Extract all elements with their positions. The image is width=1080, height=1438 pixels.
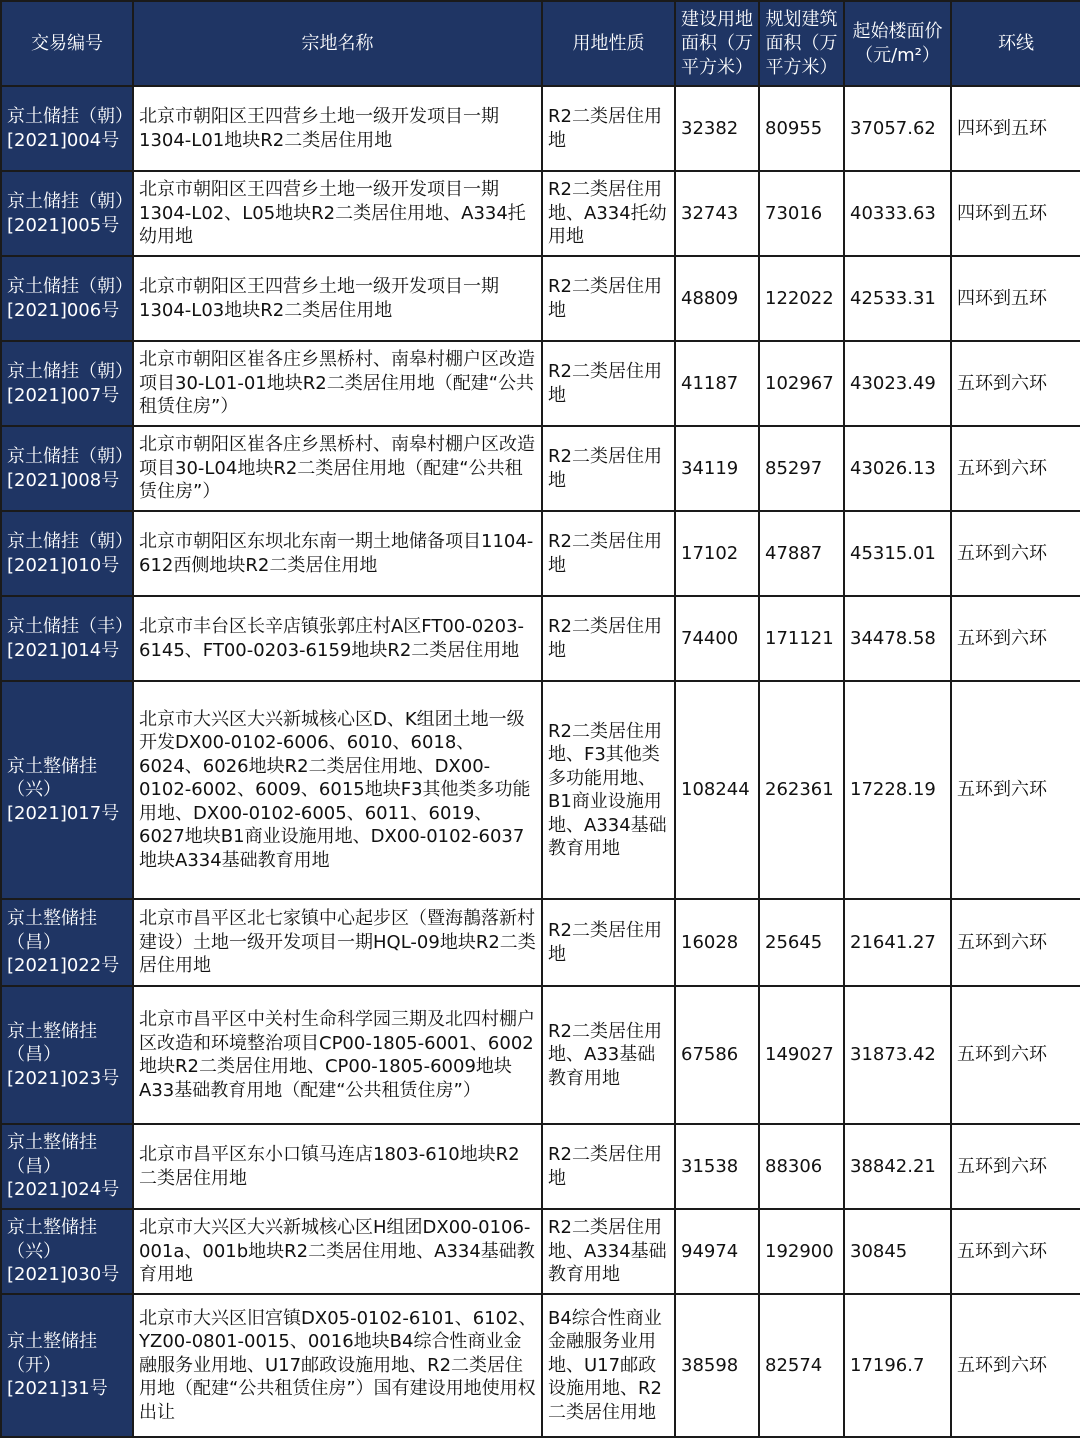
cell-usage: R2二类居住用地、A334基础教育用地 bbox=[542, 1209, 675, 1294]
cell-ring: 五环到六环 bbox=[951, 681, 1080, 899]
cell-usage: R2二类居住用地 bbox=[542, 341, 675, 426]
header-price: 起始楼面价（元/m²） bbox=[844, 1, 951, 86]
cell-land-area: 17102 bbox=[675, 511, 759, 596]
cell-build-area: 171121 bbox=[759, 596, 844, 681]
cell-code: 京土储挂（朝）[2021]005号 bbox=[1, 171, 133, 256]
table-row bbox=[1, 426, 1080, 511]
cell-usage: R2二类居住用地 bbox=[542, 426, 675, 511]
cell-name: 北京市大兴区大兴新城核心区H组团DX00-0106-001a、001b地块R2二类居住用地、A334基础教育用地 bbox=[133, 1209, 542, 1294]
table-row bbox=[1, 1124, 1080, 1209]
cell-name: 北京市丰台区长辛店镇张郭庄村A区FT00-0203-6145、FT00-0203-6159地块R2二类居住用地 bbox=[133, 596, 542, 681]
cell-price: 37057.62 bbox=[844, 86, 951, 171]
cell-code: 京土整储挂（昌）[2021]022号 bbox=[1, 899, 133, 986]
header-build-area: 规划建筑面积（万平方米） bbox=[759, 1, 844, 86]
cell-price: 43026.13 bbox=[844, 426, 951, 511]
cell-ring: 四环到五环 bbox=[951, 256, 1080, 341]
cell-code: 京土整储挂（兴）[2021]030号 bbox=[1, 1209, 133, 1294]
cell-build-area: 82574 bbox=[759, 1294, 844, 1437]
table-row bbox=[1, 86, 1080, 171]
cell-land-area: 67586 bbox=[675, 986, 759, 1124]
cell-land-area: 31538 bbox=[675, 1124, 759, 1209]
cell-ring: 五环到六环 bbox=[951, 899, 1080, 986]
cell-ring: 五环到六环 bbox=[951, 596, 1080, 681]
cell-price: 34478.58 bbox=[844, 596, 951, 681]
cell-build-area: 149027 bbox=[759, 986, 844, 1124]
cell-code: 京土储挂（朝）[2021]007号 bbox=[1, 341, 133, 426]
header-land-area: 建设用地面积（万平方米） bbox=[675, 1, 759, 86]
cell-price: 30845 bbox=[844, 1209, 951, 1294]
cell-build-area: 85297 bbox=[759, 426, 844, 511]
cell-land-area: 94974 bbox=[675, 1209, 759, 1294]
table-row bbox=[1, 986, 1080, 1124]
cell-build-area: 102967 bbox=[759, 341, 844, 426]
cell-price: 40333.63 bbox=[844, 171, 951, 256]
cell-usage: R2二类居住用地 bbox=[542, 899, 675, 986]
cell-build-area: 80955 bbox=[759, 86, 844, 171]
cell-name: 北京市朝阳区崔各庄乡黑桥村、南皋村棚户区改造项目30-L01-01地块R2二类居住用地（配建“公共租赁住房”） bbox=[133, 341, 542, 426]
cell-name: 北京市朝阳区王四营乡土地一级开发项目一期1304-L01地块R2二类居住用地 bbox=[133, 86, 542, 171]
cell-usage: R2二类居住用地 bbox=[542, 596, 675, 681]
cell-code: 京土储挂（朝）[2021]006号 bbox=[1, 256, 133, 341]
cell-name: 北京市大兴区大兴新城核心区D、K组团土地一级开发DX00-0102-6006、6010、6018、6024、6026地块R2二类居住用地、DX00-0102-6002、6009、6015地块F3其他类多功能用地、DX00-0102-6005、6011、6019、6027地块B1商业设施用地、DX00-0102-6037地块A334基础教育用地 bbox=[133, 681, 542, 899]
cell-price: 17196.7 bbox=[844, 1294, 951, 1437]
cell-build-area: 88306 bbox=[759, 1124, 844, 1209]
cell-land-area: 41187 bbox=[675, 341, 759, 426]
table-row bbox=[1, 341, 1080, 426]
header-ring: 环线 bbox=[951, 1, 1080, 86]
cell-build-area: 73016 bbox=[759, 171, 844, 256]
table-row bbox=[1, 681, 1080, 899]
cell-code: 京土整储挂（昌）[2021]024号 bbox=[1, 1124, 133, 1209]
cell-build-area: 262361 bbox=[759, 681, 844, 899]
cell-name: 北京市昌平区北七家镇中心起步区（暨海鶄落新村建设）土地一级开发项目一期HQL-09地块R2二类居住用地 bbox=[133, 899, 542, 986]
cell-name: 北京市朝阳区崔各庄乡黑桥村、南皋村棚户区改造项目30-L04地块R2二类居住用地（配建“公共租赁住房”） bbox=[133, 426, 542, 511]
cell-code: 京土整储挂（兴）[2021]017号 bbox=[1, 681, 133, 899]
table-row bbox=[1, 899, 1080, 986]
cell-usage: R2二类居住用地、A33基础教育用地 bbox=[542, 986, 675, 1124]
cell-build-area: 47887 bbox=[759, 511, 844, 596]
cell-price: 31873.42 bbox=[844, 986, 951, 1124]
cell-name: 北京市昌平区东小口镇马连店1803-610地块R2二类居住用地 bbox=[133, 1124, 542, 1209]
cell-price: 38842.21 bbox=[844, 1124, 951, 1209]
cell-code: 京土整储挂（开）[2021]31号 bbox=[1, 1294, 133, 1437]
table-row bbox=[1, 1294, 1080, 1437]
table-row bbox=[1, 1209, 1080, 1294]
cell-usage: R2二类居住用地 bbox=[542, 511, 675, 596]
cell-ring: 四环到五环 bbox=[951, 86, 1080, 171]
cell-land-area: 48809 bbox=[675, 256, 759, 341]
cell-land-area: 32382 bbox=[675, 86, 759, 171]
table-row bbox=[1, 596, 1080, 681]
header-row bbox=[1, 1, 1080, 86]
cell-ring: 五环到六环 bbox=[951, 1209, 1080, 1294]
cell-ring: 五环到六环 bbox=[951, 426, 1080, 511]
cell-price: 42533.31 bbox=[844, 256, 951, 341]
header-code: 交易编号 bbox=[1, 1, 133, 86]
cell-land-area: 32743 bbox=[675, 171, 759, 256]
cell-usage: R2二类居住用地 bbox=[542, 86, 675, 171]
cell-land-area: 108244 bbox=[675, 681, 759, 899]
cell-code: 京土储挂（丰）[2021]014号 bbox=[1, 596, 133, 681]
cell-ring: 四环到五环 bbox=[951, 171, 1080, 256]
cell-name: 北京市朝阳区东坝北东南一期土地储备项目1104-612西侧地块R2二类居住用地 bbox=[133, 511, 542, 596]
cell-ring: 五环到六环 bbox=[951, 341, 1080, 426]
header-name: 宗地名称 bbox=[133, 1, 542, 86]
cell-build-area: 192900 bbox=[759, 1209, 844, 1294]
table-row bbox=[1, 511, 1080, 596]
cell-usage: R2二类居住用地 bbox=[542, 1124, 675, 1209]
cell-name: 北京市朝阳区王四营乡土地一级开发项目一期1304-L03地块R2二类居住用地 bbox=[133, 256, 542, 341]
cell-ring: 五环到六环 bbox=[951, 1294, 1080, 1437]
cell-usage: B4综合性商业金融服务业用地、U17邮政设施用地、R2二类居住用地 bbox=[542, 1294, 675, 1437]
cell-code: 京土整储挂（昌）[2021]023号 bbox=[1, 986, 133, 1124]
cell-land-area: 16028 bbox=[675, 899, 759, 986]
cell-land-area: 34119 bbox=[675, 426, 759, 511]
cell-price: 43023.49 bbox=[844, 341, 951, 426]
cell-price: 45315.01 bbox=[844, 511, 951, 596]
cell-ring: 五环到六环 bbox=[951, 511, 1080, 596]
cell-usage: R2二类居住用地、F3其他类多功能用地、B1商业设施用地、A334基础教育用地 bbox=[542, 681, 675, 899]
cell-build-area: 25645 bbox=[759, 899, 844, 986]
cell-price: 17228.19 bbox=[844, 681, 951, 899]
cell-name: 北京市大兴区旧宫镇DX05-0102-6101、6102、YZ00-0801-0015、0016地块B4综合性商业金融服务业用地、U17邮政设施用地、R2二类居住用地（配建“公共租赁住房”）国有建设用地使用权出让 bbox=[133, 1294, 542, 1437]
table-row bbox=[1, 171, 1080, 256]
cell-name: 北京市昌平区中关村生命科学园三期及北四村棚户区改造和环境整治项目CP00-1805-6001、6002地块R2二类居住用地、CP00-1805-6009地块A33基础教育用地（配建“公共租赁住房”） bbox=[133, 986, 542, 1124]
table-row bbox=[1, 256, 1080, 341]
cell-usage: R2二类居住用地、A334托幼用地 bbox=[542, 171, 675, 256]
cell-name: 北京市朝阳区王四营乡土地一级开发项目一期1304-L02、L05地块R2二类居住用地、A334托幼用地 bbox=[133, 171, 542, 256]
header-usage: 用地性质 bbox=[542, 1, 675, 86]
cell-ring: 五环到六环 bbox=[951, 1124, 1080, 1209]
cell-build-area: 122022 bbox=[759, 256, 844, 341]
cell-land-area: 74400 bbox=[675, 596, 759, 681]
cell-usage: R2二类居住用地 bbox=[542, 256, 675, 341]
cell-code: 京土储挂（朝）[2021]008号 bbox=[1, 426, 133, 511]
cell-ring: 五环到六环 bbox=[951, 986, 1080, 1124]
cell-price: 21641.27 bbox=[844, 899, 951, 986]
cell-code: 京土储挂（朝）[2021]004号 bbox=[1, 86, 133, 171]
cell-code: 京土储挂（朝）[2021]010号 bbox=[1, 511, 133, 596]
cell-land-area: 38598 bbox=[675, 1294, 759, 1437]
